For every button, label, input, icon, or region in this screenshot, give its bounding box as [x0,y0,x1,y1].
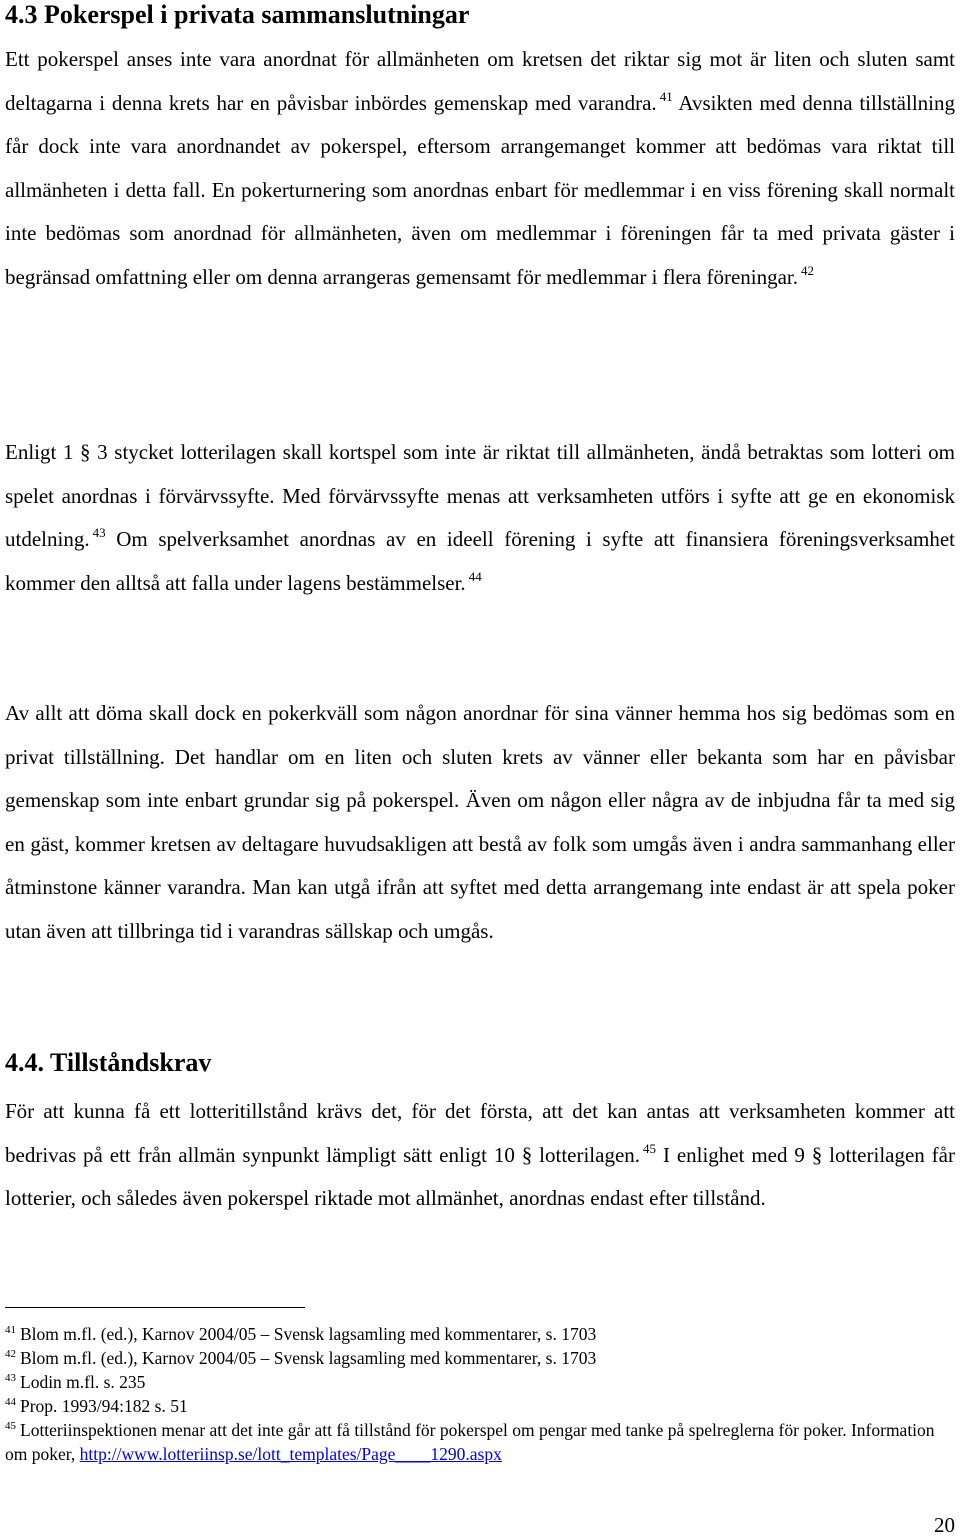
footnote-divider [5,1307,305,1308]
footnote-45: $^{45}$ Lotteriinspektionen menar att det inte går att få tillstånd för pokerspel om pengar med tanke på spelreglerna för poker. Information om poker, http://www.lotteriinsp.se/lott_templates/Page____1290.aspx [5,1420,935,1464]
footnote-ref-43[interactable]: 43 [92,525,106,540]
footnote-ref-44[interactable]: 44 [468,568,482,584]
footnote-44: $^{44}$ Prop. 1993/94:182 s. 51 [5,1396,188,1416]
footnote-42: $^{42}$ Blom m.fl. (ed.), Karnov 2004/05 – Svensk lagsamling med kommentarer, s. 1703 [5,1348,597,1368]
footnotes [5,1322,955,1466]
footnote-ref-41[interactable]: 41 [659,88,673,104]
paragraph-text: Av allt att döma skall dock en pokerkväll som någon anordnar för sina vänner hemma hos sig bedömas som en privat tillställning. Det handlar om en liten och sluten krets av vänner eller bekanta som har en påvisbar gemenskap som inte enbart grundar sig på pokerspel. Även om någon eller några av de inbjudna får ta med sig en gäst, kommer kretsen av deltagare huvudsakligen att bestå av folk som umgås även i andra sammanhang eller åtminstone känner varandra. Man kan utgå ifrån att syftet med detta arrangemang inte endast är att spela poker utan även att tillbringa tid i varandras sällskap och umgås. [5,701,955,943]
paragraph-text: I enlighet med 9 § lotterilagen får lotterier, och således även pokerspel riktade mot allmänhet, anordnas endast efter tillstånd. [5,1142,955,1210]
footnote-41: $^{41}$ Blom m.fl. (ed.), Karnov 2004/05 – Svensk lagsamling med kommentarer, s. 1703 [5,1324,597,1344]
paragraph-lottery-law [5,431,955,605]
footnote-ref-45[interactable]: 45 [643,1140,657,1156]
section-heading-4-3: 4.3 Pokerspel i privata sammanslutningar [5,0,470,29]
paragraph-text: Avsikten med denna tillställning får dock inte vara anordnandet av pokerspel, eftersom arrangemanget kommer att bedömas vara riktat till allmänheten i detta fall. En pokerturnering som anordnas enbart för medlemmar i en viss förening skall normalt inte bedömas som anordnad för allmänheten, även om medlemmar i föreningen får ta med privata gäster i begränsad omfattning eller om denna arrangeras gemensamt för medlemmar i flera föreningar. [5,90,955,289]
paragraph-text: Enligt 1 § 3 stycket lotterilagen skall kortspel som inte är riktat till allmänheten, ändå betraktas som lotteri om spelet anordnas i förvärvssyfte. Med förvärvssyfte menas att verksamheten utförs i syfte att ge en ekonomisk utdelning. [5,440,955,551]
paragraph-text: För att kunna få ett lotteritillstånd krävs det, för det första, att det kan antas att verksamheten kommer att bedrivas på ett från allmän synpunkt lämpligt sätt enligt 10 § lotterilagen. [5,1099,955,1167]
paragraph-text: Om spelverksamhet anordnas av en ideell förening i syfte att finansiera föreningsverksamhet kommer den alltså att falla under lagens bestämmelser. [5,527,956,595]
paragraph-private-associations [5,38,955,299]
section-heading-4-4: 4.4. Tillståndskrav [5,1048,212,1077]
footnote-ref-42[interactable]: 42 [801,262,815,278]
footnote-link[interactable]: http://www.lotteriinsp.se/lott_templates/Page____1290.aspx [79,1444,502,1464]
paragraph-permit-requirements [5,1090,955,1221]
footnote-43: $^{43}$ Lodin m.fl. s. 235 [5,1372,146,1392]
page-number: 20 [934,1513,955,1537]
paragraph-poker-evening [5,692,955,953]
paragraph-text: Ett pokerspel anses inte vara anordnat för allmänheten om kretsen det riktar sig mot är liten och sluten samt deltagarna i denna krets har en påvisbar inbördes gemenskap med varandra. [5,47,955,115]
